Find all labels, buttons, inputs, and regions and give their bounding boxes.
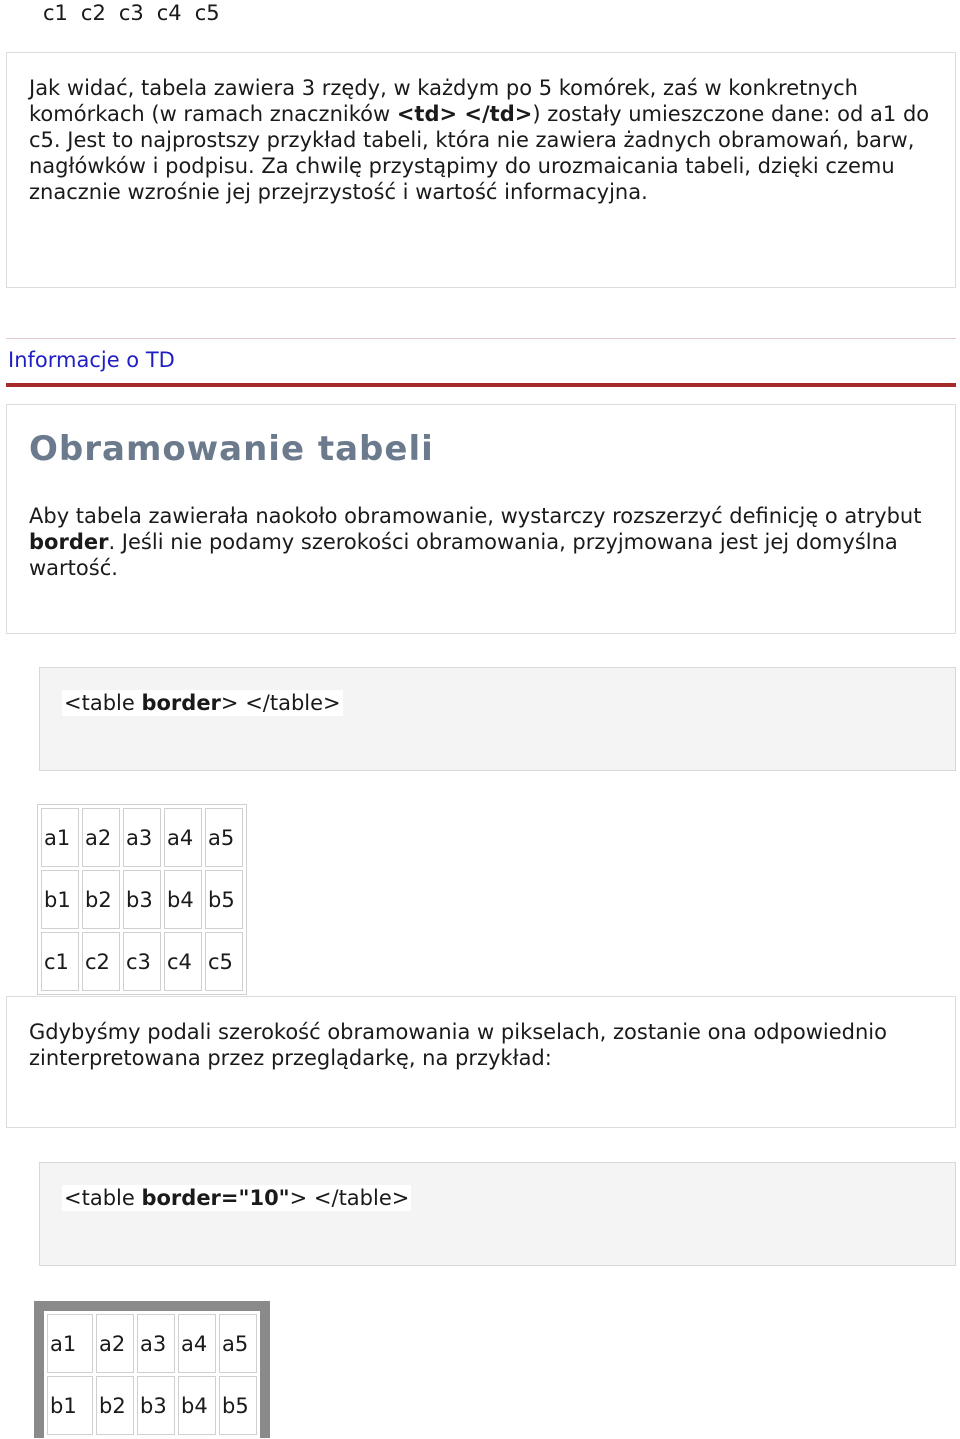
top-table-row — [43, 0, 220, 26]
table-cell: a1 — [47, 1314, 93, 1373]
table-cell: c4 — [164, 932, 202, 991]
intro-text-3: Za chwilę przystąpimy do urozmaicania tabeli, dzięki czemu znacznie wzrośnie jej przejrzystość i wartość informacyjna. — [29, 154, 895, 204]
divider — [6, 338, 956, 339]
section-text: Aby tabela zawierała naokoło obramowanie, wystarczy rozszerzyć definicję o atrybut — [29, 504, 922, 528]
table-row — [47, 1314, 257, 1373]
table-cell: c3 — [123, 932, 161, 991]
table-cell: a2 — [96, 1314, 134, 1373]
table-cell: b2 — [96, 1376, 134, 1435]
table-cell: b3 — [123, 870, 161, 929]
code-line — [62, 690, 343, 716]
intro-text-2: ) zostały umieszczone dane: od a1 do c5. Jest to najprostszy przykład tabeli, która nie zawiera żadnych obramowań, barw, nagłówków i podpisu. — [29, 102, 930, 178]
intro-panel — [6, 52, 956, 288]
table-cell: b1 — [47, 1376, 93, 1435]
table-cell: b3 — [137, 1376, 175, 1435]
intro-paragraph — [7, 75, 955, 205]
table-cell: a5 — [219, 1314, 257, 1373]
section-text-2: . Jeśli nie podamy szerokości obramowania, przyjmowana jest jej domyślna wartość. — [29, 530, 898, 580]
table-cell: b4 — [178, 1376, 216, 1435]
table-cell: b2 — [82, 870, 120, 929]
section-title: Obramowanie tabeli — [29, 429, 434, 469]
code-example-2 — [39, 1162, 956, 1266]
table-cell: c1 — [41, 932, 79, 991]
bordered-table — [37, 804, 247, 995]
table-cell: a3 — [137, 1314, 175, 1373]
table-row — [41, 808, 243, 867]
border-section-panel — [6, 404, 956, 634]
table-row — [47, 1376, 257, 1435]
section-paragraph — [7, 503, 955, 581]
pixel-width-paragraph: Gdybyśmy podali szerokość obramowania w pikselach, zostanie ona odpowiednio zinterpretowana przez przeglądarkę, na przykład: — [29, 1020, 887, 1070]
table-cell: c2 — [80, 1, 106, 25]
table-cell: b5 — [205, 870, 243, 929]
code-close: > </table> — [220, 691, 341, 715]
code-attr: border="10" — [141, 1186, 290, 1210]
td-code: <td> </td> — [396, 102, 533, 126]
table-cell: c4 — [156, 1, 182, 25]
border-keyword: border — [29, 530, 109, 554]
table-cell: b5 — [219, 1376, 257, 1435]
table-cell: b4 — [164, 870, 202, 929]
table-cell: c1 — [43, 1, 68, 25]
table-cell: c5 — [194, 1, 220, 25]
table-row — [41, 870, 243, 929]
intro-text: Jak widać, tabela zawiera 3 rzędy, w każdym po 5 komórek, zaś w konkretnych komórkach (w ramach znaczników — [29, 76, 858, 126]
table-cell: a2 — [82, 808, 120, 867]
section-rule — [6, 383, 956, 387]
table-cell: c2 — [82, 932, 120, 991]
table-cell: a3 — [123, 808, 161, 867]
table-cell: a4 — [164, 808, 202, 867]
pixel-width-panel — [6, 996, 956, 1128]
table-cell: c5 — [205, 932, 243, 991]
table-cell: a4 — [178, 1314, 216, 1373]
table-cell: b1 — [41, 870, 79, 929]
table-cell: a1 — [41, 808, 79, 867]
code-open: <table — [64, 1186, 142, 1210]
info-td-link[interactable]: Informacje o TD — [8, 348, 175, 372]
code-example-1 — [39, 667, 956, 771]
table-cell: a5 — [205, 808, 243, 867]
code-line — [62, 1185, 411, 1211]
table-row — [41, 932, 243, 991]
code-close: > </table> — [289, 1186, 410, 1210]
code-open: <table — [64, 691, 142, 715]
thick-border-table — [34, 1301, 270, 1438]
table-cell: c3 — [118, 1, 144, 25]
code-attr: border — [141, 691, 221, 715]
